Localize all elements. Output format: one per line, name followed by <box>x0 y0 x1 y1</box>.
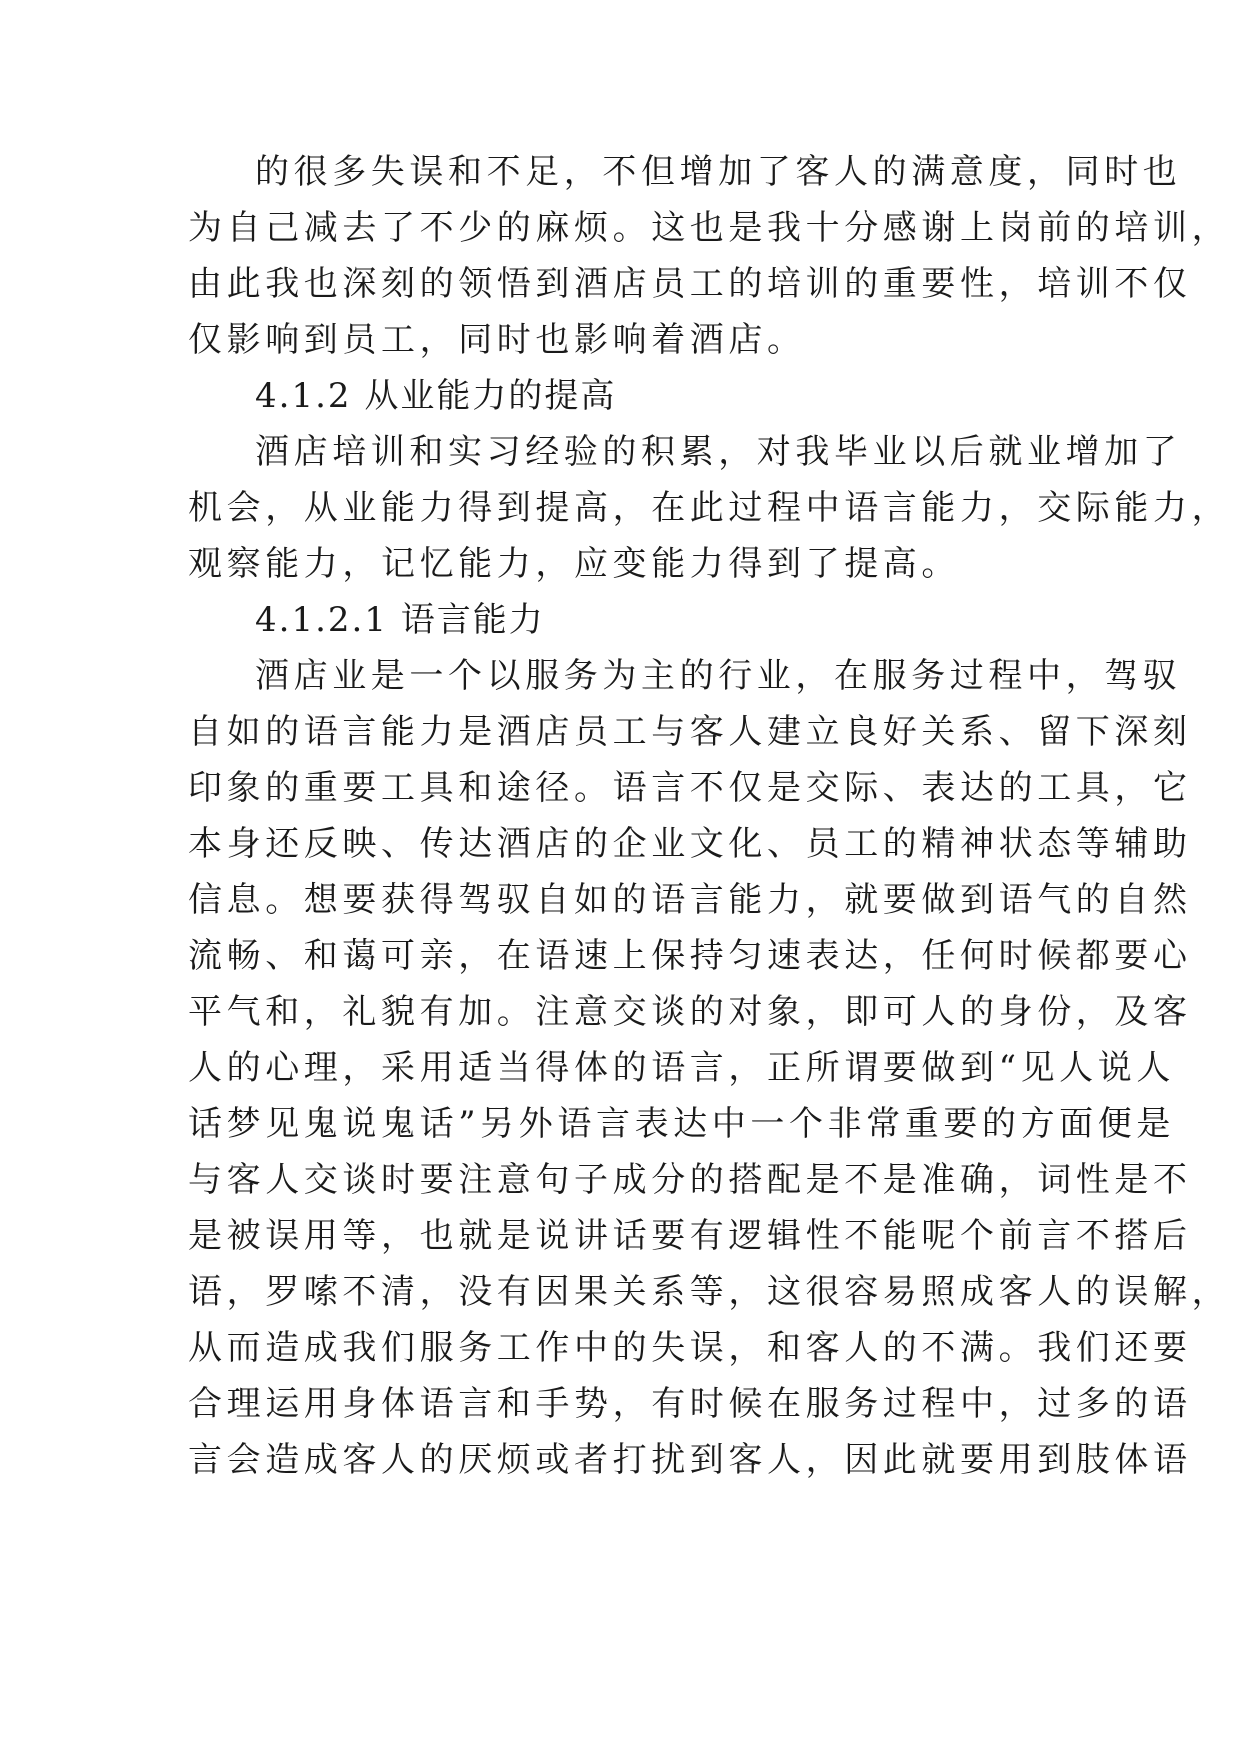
paragraph-line: 平气和，礼貌有加。注意交谈的对象，即可人的身份，及客 <box>188 992 1192 1032</box>
paragraph-line: 是被误用等，也就是说讲话要有逻辑性不能呢个前言不搭后 <box>188 1216 1192 1256</box>
paragraph-line: 合理运用身体语言和手势，有时候在服务过程中，过多的语 <box>188 1384 1192 1424</box>
paragraph-line: 仅影响到员工，同时也影响着酒店。 <box>188 320 806 360</box>
paragraph-line: 的很多失误和不足，不但增加了客人的满意度，同时也 <box>255 152 1182 192</box>
subsection-heading: 4.1.2.1 语言能力 <box>255 600 545 640</box>
paragraph-line: 语，罗嗦不清，没有因果关系等，这很容易照成客人的误解， <box>188 1272 1231 1312</box>
paragraph-line: 话梦见鬼说鬼话”另外语言表达中一个非常重要的方面便是 <box>188 1104 1175 1144</box>
paragraph-line: 信息。想要获得驾驭自如的语言能力，就要做到语气的自然 <box>188 880 1192 920</box>
paragraph-line: 为自己减去了不少的麻烦。这也是我十分感谢上岗前的培训， <box>188 208 1231 248</box>
paragraph-line: 机会，从业能力得到提高，在此过程中语言能力，交际能力， <box>188 488 1231 528</box>
paragraph-line: 自如的语言能力是酒店员工与客人建立良好关系、留下深刻 <box>188 712 1192 752</box>
paragraph-line: 从而造成我们服务工作中的失误，和客人的不满。我们还要 <box>188 1328 1192 1368</box>
paragraph-line: 印象的重要工具和途径。语言不仅是交际、表达的工具，它 <box>188 768 1192 808</box>
paragraph-line: 观察能力，记忆能力，应变能力得到了提高。 <box>188 544 960 584</box>
paragraph-line: 言会造成客人的厌烦或者打扰到客人，因此就要用到肢体语 <box>188 1440 1192 1480</box>
section-heading: 4.1.2 从业能力的提高 <box>255 376 617 416</box>
paragraph-line: 与客人交谈时要注意句子成分的搭配是不是准确，词性是不 <box>188 1160 1192 1200</box>
paragraph-line: 本身还反映、传达酒店的企业文化、员工的精神状态等辅助 <box>188 824 1192 864</box>
paragraph-line: 人的心理，采用适当得体的语言，正所谓要做到“见人说人 <box>188 1048 1175 1088</box>
paragraph-line: 由此我也深刻的领悟到酒店员工的培训的重要性，培训不仅 <box>188 264 1192 304</box>
paragraph-line: 流畅、和蔼可亲，在语速上保持匀速表达，任何时候都要心 <box>188 936 1192 976</box>
paragraph-line: 酒店培训和实习经验的积累，对我毕业以后就业增加了 <box>255 432 1182 472</box>
paragraph-line: 酒店业是一个以服务为主的行业，在服务过程中，驾驭 <box>255 656 1182 696</box>
